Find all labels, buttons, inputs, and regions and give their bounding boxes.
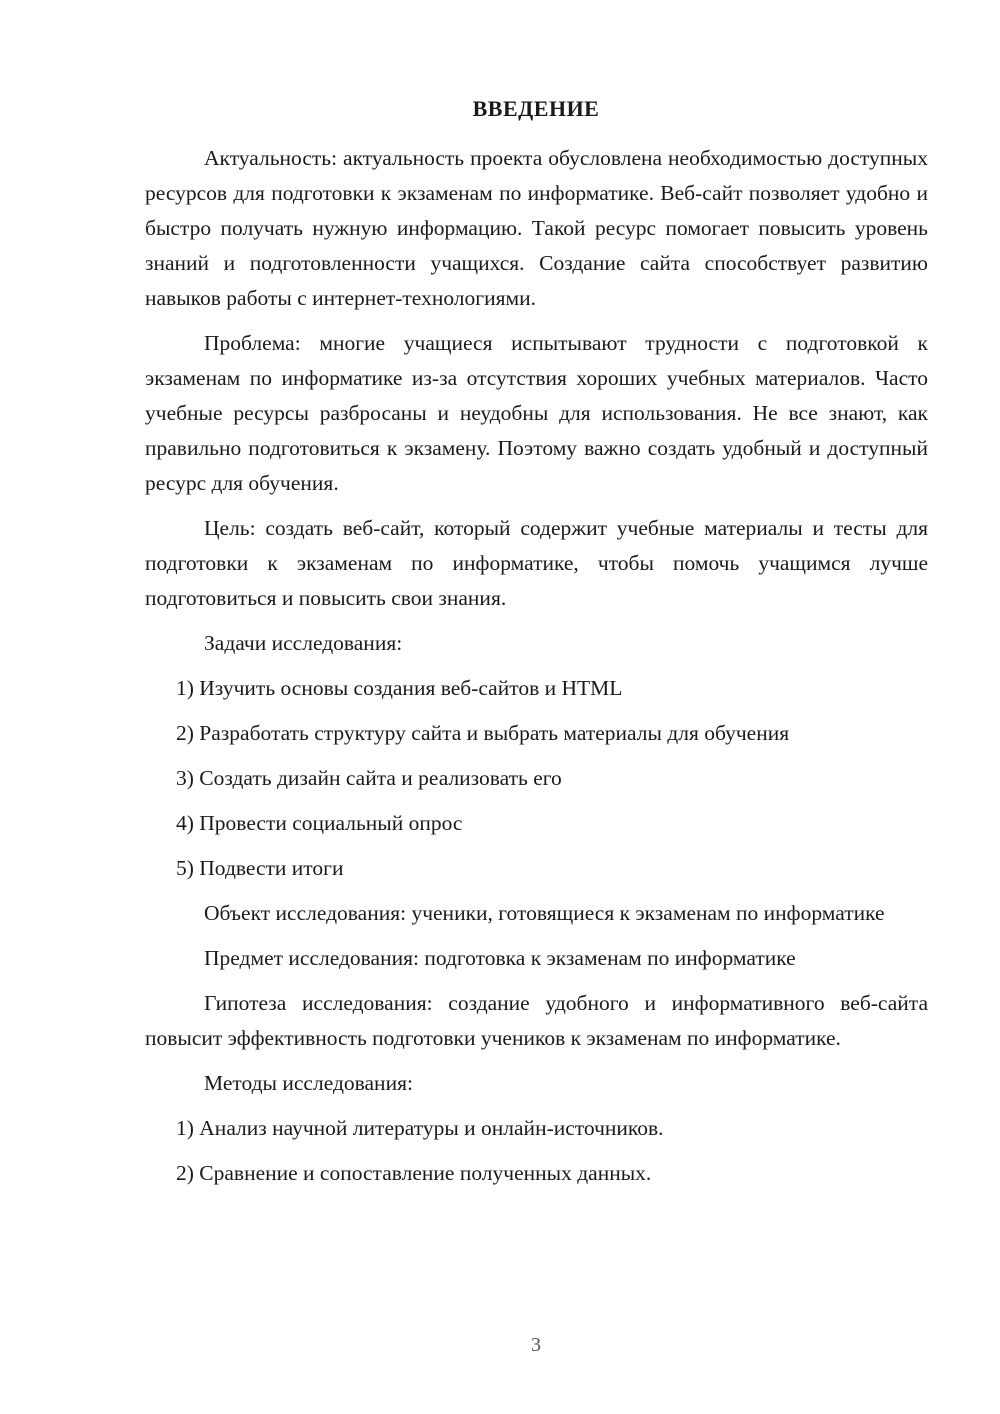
list-item: 4) Провести социальный опрос (176, 811, 463, 835)
paragraph-relevance: Актуальность: актуальность проекта обусловлена необходимостью доступных ресурсов для подготовки к экзаменам по информатике. Веб-сайт позволяет удобно и быстро получать нужную информацию. Такой ресурс помогает повысить уровень знаний и подготовленности учащихся. Создание сайта способствует развитию навыков работы с интернет-технологиями. (145, 146, 928, 310)
document-body (145, 141, 928, 1201)
tasks-list (145, 671, 928, 886)
methods-heading: Методы исследования: (204, 1071, 413, 1095)
list-item: 1) Изучить основы создания веб-сайтов и HTML (176, 676, 623, 700)
list-item: 3) Создать дизайн сайта и реализовать его (176, 766, 562, 790)
list-item: 5) Подвести итоги (176, 856, 344, 880)
tasks-heading: Задачи исследования: (204, 631, 403, 655)
list-item: 1) Анализ научной литературы и онлайн-источников. (176, 1116, 664, 1140)
paragraph-subject: Предмет исследования: подготовка к экзаменам по информатике (204, 946, 796, 970)
list-item: 2) Разработать структуру сайта и выбрать материалы для обучения (176, 721, 790, 745)
page-number: 3 (531, 1334, 541, 1356)
paragraph-hypothesis: Гипотеза исследования: создание удобного и информативного веб-сайта повысит эффективность подготовки учеников к экзаменам по информатике. (145, 991, 928, 1050)
paragraph-problem: Проблема: многие учащиеся испытывают трудности с подготовкой к экзаменам по информатике из-за отсутствия хороших учебных материалов. Часто учебные ресурсы разбросаны и неудобны для использования. Не все знают, как правильно подготовиться к экзамену. Поэтому важно создать удобный и доступный ресурс для обучения. (145, 331, 928, 495)
paragraph-object: Объект исследования: ученики, готовящиеся к экзаменам по информатике (204, 901, 885, 925)
paragraph-goal: Цель: создать веб-сайт, который содержит учебные материалы и тесты для подготовки к экзаменам по информатике, чтобы помочь учащимся лучше подготовиться и повысить свои знания. (145, 516, 928, 610)
list-item: 2) Сравнение и сопоставление полученных данных. (176, 1161, 652, 1185)
page-title: ВВЕДЕНИЕ (472, 96, 600, 121)
methods-list (145, 1111, 928, 1191)
